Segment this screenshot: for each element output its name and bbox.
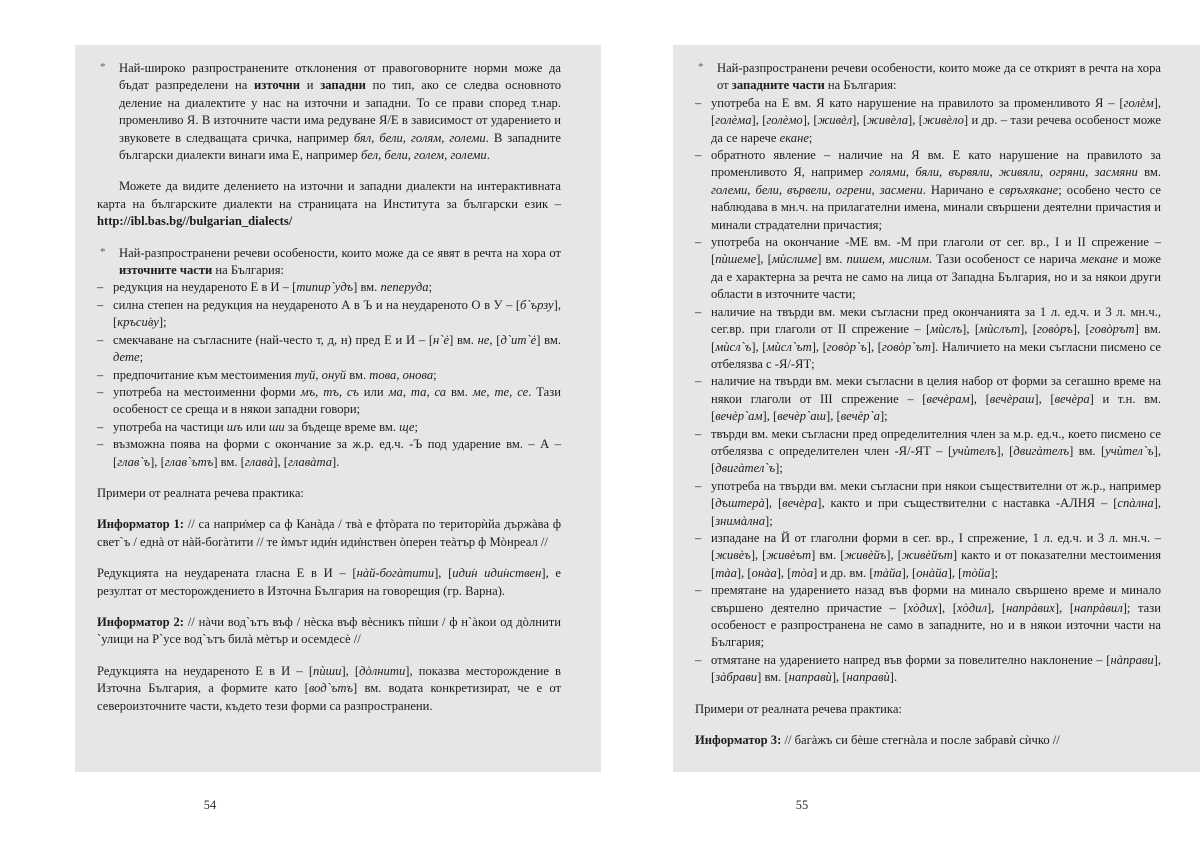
dash-bullet-icon: – [695,235,702,250]
dash-bullet-icon: – [97,332,104,347]
text-run: употреба на местоименни форми [113,384,301,399]
dash-list-item [695,234,1161,304]
italic-run: зàбрави [715,670,758,685]
dash-list-item [695,582,1161,652]
text-run: наличие на твърди вм. меки съгласни в целия набор от форми за сегашно време на някои глаголи от III спрежение – [ [711,374,1161,406]
text-run: ], [ [831,670,847,685]
bold-run: източни [254,78,300,93]
text-run: твърди вм. меки съгласни пред определителния член за м.р. ед.ч., което писмено се отбелязва с определителен член -Я/-ЯТ – [ [711,426,1161,458]
text-run: . В западните български диалекти винаги има Е, например [119,130,562,163]
text-run: употреба на Е вм. Я като нарушение на правилото за променливото Я – [ [711,95,1124,110]
dash-bullet-icon: – [695,304,702,319]
bold-run: западните части [731,78,825,93]
text-run: ], [ [756,252,772,267]
italic-run: двигàтелъ [1013,443,1070,458]
text-run: или [358,384,389,399]
italic-run: говòръ [1036,322,1073,337]
dash-bullet-icon: – [97,419,104,434]
text-run: ], [ [826,409,841,424]
text-run: ], [ [711,95,1161,128]
text-run: ], [ [736,565,752,580]
bullet-item-text [717,61,1161,92]
italic-run: дете [113,350,140,365]
bullet-item-text [119,61,561,162]
dash-list-item [97,297,561,332]
italic-run: бел, бели, голем, големи [360,148,487,163]
text-run: Най-широко разпространените отклонения от правоговорните норми може да бъдат разпределени на [119,61,561,93]
text-run: ], [ [1034,391,1055,406]
dash-item-text [113,332,561,367]
text-run: ], [ [751,113,767,128]
italic-run: тòа [791,565,814,580]
italic-run: н`ė [433,332,450,347]
text-run: употреба на твърди вм. меки съгласни при някои съществителни от ж.р., например [ [711,478,1161,511]
dash-list-item [695,530,1161,582]
text-run: обратното явление – наличие на Я вм. Е като нарушение на правилото за променливото Я, например [711,148,1161,180]
text-run: ] както и от показателни местоимения [ [711,548,1162,580]
italic-run: говòр`ът [881,339,931,354]
italic-run: глав`ъ [117,454,151,469]
italic-run: свръхякане [999,182,1059,197]
italic-run: това, онова [369,367,434,382]
italic-run: ще [399,419,415,434]
dash-list-item [695,373,1161,425]
italic-run: шъ [226,419,243,434]
italic-run: мѝсл`ът [766,339,812,354]
text-run: ], е резултат от месторождението в Източна България на говорещия (гр. Варна). [97,566,561,598]
dash-item-text [113,367,561,384]
italic-run: пеперуда [380,280,429,295]
text-run: // багàжъ си бèше стегнàла и после забравѝ сѝчко // [781,733,1060,748]
page-right [673,45,1200,772]
dash-bullet-icon: – [695,95,702,110]
paragraph [695,732,1161,749]
text-run: вм. [446,384,473,399]
bold-run: Информатор 2: [97,614,184,629]
asterisk-bullet-icon: * [100,61,106,73]
italic-run: ма, та, са [388,384,447,399]
italic-run: говòрът [1089,322,1135,337]
text-run: ], [ [1020,322,1037,337]
text-run: ] вм. [ [1069,443,1106,458]
italic-run: голèмо [766,113,803,128]
text-run: ], [ [764,496,783,511]
text-run: ]. Наличието на меки съгласни писмено се отбелязва с -Я/-ЯТ; [711,339,1161,371]
italic-run: живèйъ [844,548,887,563]
italic-run: пишем, мислим [846,252,929,267]
italic-run: ме, те, се [472,384,529,399]
dash-list-item [97,367,561,384]
italic-run: тàйа [873,565,902,580]
bullet-list-item [97,60,561,164]
paragraph [695,701,1161,718]
bullet-item-text [119,246,561,277]
text-run: ], [ [711,496,1161,528]
italic-run: спàлна [1117,496,1154,511]
text-run: ], [ [996,443,1014,458]
text-run: силна степен на редукция на неудареното А в Ъ и на неудареното О в У – [ [113,297,521,312]
text-run: ; [139,350,144,365]
text-run: Най-разпространени речеви особености, които може да се открият в речта на хора от [717,61,1161,93]
italic-run: нàправи [1110,652,1154,667]
bold-run: http://ibl.bas.bg//bulgarian_dialects/ [97,214,293,229]
text-run: за бъдеще време вм. [284,419,400,434]
dash-list-item [695,426,1161,478]
dash-bullet-icon: – [695,530,702,545]
text-run: ], [ [751,339,767,354]
text-run: ], [ [852,113,868,128]
paragraph [97,614,561,649]
italic-run: кръси̇ву [117,315,159,330]
text-run: по тип, ако се следва основното деление на диалектите у нас на източни и западни. То се прави според т.нар. променливо Я. В източните части има редуване Я/Е в зависимост от ударението и звуковете в следващата сричка, например [119,78,561,145]
text-run: ], [ [802,113,818,128]
dash-list-item [97,279,561,296]
text-run: ], [ [962,322,980,337]
italic-run: учѝтел`ъ [1105,443,1154,458]
italic-run: голями, бяли, вървяли, живяли, огряни, засмяни [869,165,1138,180]
italic-run: дòлнити [359,663,406,678]
text-run: ], [ [1054,600,1075,615]
paragraph [97,516,561,551]
italic-run: напрaвѝ [846,670,890,685]
text-run: наличие на твърди вм. меки съгласни пред окончанията за 1 л. ед.ч. и 3 л. мн.ч., сег.вр. при глаголи от II спрежение – [ [711,304,1161,337]
italic-run: мѝслът [979,322,1021,337]
italic-run: мекане [1080,252,1118,267]
text-run: ; [428,280,433,295]
dash-item-text [711,652,1161,687]
text-run: ], [ [341,663,360,678]
text-run: Редукцията на неудареното Е в И – [ [97,663,314,678]
dash-item-text [711,234,1161,304]
italic-run: мѝслиме [771,252,818,267]
bold-run: Информатор 3: [695,733,782,748]
italic-run: екане [779,130,809,145]
text-run: вм. [346,367,370,382]
italic-run: напрaвѝ [788,670,832,685]
text-run: ] вм. [ [213,454,245,469]
italic-run: бял, бели, голям, големи [353,130,486,145]
italic-run: напрàвих [1006,600,1055,615]
bold-run: източните части [119,263,213,278]
italic-run: не [477,332,490,347]
italic-run: знимàлна [715,513,766,528]
text-run: ], [ [762,409,778,424]
text-run: ], [ [273,454,288,469]
paragraph [97,663,561,715]
italic-run: хòдих [907,600,938,615]
dash-item-text [711,304,1161,374]
page-right-text-column [695,60,1161,749]
page-number-left: 54 [203,798,217,812]
text-run: ], [ [937,600,957,615]
italic-run: мъ, тъ, съ [300,384,359,399]
dash-bullet-icon: – [695,426,702,441]
italic-run: пѝши [313,663,342,678]
bold-run: Информатор 1: [97,517,184,532]
italic-run: тàа [715,565,737,580]
text-run: ], [ [150,454,165,469]
text-run: . Тази особеност се среща и в някои западни говори; [113,384,561,417]
dash-item-text [113,279,561,296]
italic-run: пѝшеме [715,252,757,267]
paragraph [97,565,561,600]
italic-run: ши [268,419,285,434]
dash-item-text [113,436,561,471]
text-run: ], [ [986,600,1007,615]
italic-run: д`ит`ė [500,332,537,347]
dash-list-item [97,419,561,436]
text-run: предпочитание към местоимения [113,367,295,382]
text-run: ]; [158,315,167,330]
text-run: ] вм. [ [711,322,1161,354]
text-run: ], [ [750,548,767,563]
italic-run: напрàвил [1074,600,1123,615]
text-run: ], [ [711,443,1161,476]
text-run: изпадане на Й от глаголни форми в сег. вр., I спрежение, 1 л. ед.ч. и 3 л. мн.ч. – [ [711,530,1161,563]
italic-run: онàа [751,565,777,580]
italic-run: голèм [1123,95,1154,110]
text-run: ]. [332,454,340,469]
italic-run: типир`удъ [296,280,354,295]
text-run: ] вм. [449,332,478,347]
italic-run: вечèра [782,496,818,511]
italic-run: големи, бели, вървели, огрени, засмени [711,182,923,197]
text-run: Примери от реалната речева практика: [97,485,304,500]
text-run: ], [ [969,391,990,406]
dash-bullet-icon: – [97,280,104,295]
text-run: ] вм. водата конкретизират, че е от североизточните части, където тези форми са разпространени. [97,681,561,713]
page-number-right: 55 [795,798,809,812]
text-run: или [242,419,269,434]
dash-list-item [97,436,561,471]
italic-run: туй, онуй [294,367,347,382]
dash-item-text [711,582,1161,652]
text-run: Редукцията на неударената гласна Е в И – [ [97,566,357,581]
text-run: премятане на ударението назад във форми на минало свършено време и минало свършено деятелно причастие – [ [711,583,1161,615]
dash-bullet-icon: – [695,583,702,598]
italic-run: тòйа [962,565,991,580]
text-run: ] и др. вм. [ [813,565,874,580]
italic-run: глав`ътъ [164,454,214,469]
dash-list-item [695,478,1161,530]
text-run: , [ [489,332,501,347]
dash-item-text [711,95,1161,147]
italic-run: живèйът [901,548,953,563]
bullet-list-item [97,245,561,280]
dash-bullet-icon: – [695,478,702,493]
italic-run: живèла [867,113,909,128]
dash-bullet-icon: – [97,367,104,382]
text-run: . Наричано е [922,182,1000,197]
italic-run: дъштерà [715,496,765,511]
italic-run: живèло [922,113,964,128]
dash-bullet-icon: – [97,437,104,452]
text-run: ]; [775,461,783,476]
asterisk-bullet-icon: * [100,245,106,258]
italic-run: живèл [817,113,853,128]
text-run: ], както и при съществителни с наставка -АЛНЯ – [ [817,496,1118,511]
dash-list-item [97,332,561,367]
italic-run: хòдил [956,600,987,615]
bold-run: западни [320,78,366,93]
text-run: // нàчи вод`ътъ въф / нèска въф вèсникъ пѝши / ф н`àкои од дòлнити `улици на Р`усе вод`ътъ билà мèтър и осемдесè // [97,614,561,647]
italic-run: мѝслъ [930,322,963,337]
asterisk-bullet-icon: * [698,61,704,73]
text-run: ; [433,367,437,382]
dash-bullet-icon: – [695,148,702,163]
dash-item-text [711,373,1161,425]
dash-list-item [97,384,561,419]
dash-list-item [695,95,1161,147]
italic-run: вод`ътъ [308,681,354,696]
italic-run: вечèр`ам [715,409,763,424]
text-run: Можете да видите делението на източни и западни диалекти на интерактивната карта на българските диалекти на страницата на Института за български език – [97,179,561,211]
text-run: ], [ [886,548,902,563]
text-run: Най-разпространени речеви особености, които може да се явят в речта на хора от [119,245,561,260]
dash-item-text [711,147,1161,234]
text-run: ], показва месторождение в Източна България, а формите като [ [97,663,562,696]
paragraph [97,178,561,230]
italic-run: мѝсл`ъ [715,339,752,354]
dash-bullet-icon: – [97,297,104,312]
italic-run: живèът [766,548,812,563]
italic-run: вечèр`аш [777,409,827,424]
italic-run: б`ързу [520,297,554,312]
italic-run: главà [244,454,274,469]
paragraph [97,485,561,502]
text-run: ; [414,419,419,434]
text-run: смекчаване на съгласните (най-често т, д, н) пред Е и И – [ [113,332,434,347]
italic-run: голèма [715,113,752,128]
text-run: и може да е характерна за речта не само на лица от Западна България, но и за някои други области в източните части; [711,252,1161,302]
text-run: ]; [879,409,888,424]
dash-bullet-icon: – [695,374,702,389]
dash-list-item [695,304,1161,374]
italic-run: вечèрам [926,391,970,406]
italic-run: двигàтел`ъ [715,461,776,476]
dash-item-text [711,478,1161,530]
dash-bullet-icon: – [97,384,104,399]
page-left [75,45,601,772]
text-run: . Тази особеност се нарича [928,252,1081,267]
text-run: ; особено често се наблюдава в мн.ч. на прилагателни имена, минали свършени деятелни причастия и минали страдателни причастия; [711,182,1161,232]
text-run: ], [ [1072,322,1090,337]
italic-run: иди̇н иди̇нствен [452,566,542,581]
text-run: ], [ [776,565,792,580]
text-run: Примери от реалната речева практика: [695,701,902,716]
text-run: на България: [212,263,285,278]
text-run: ] вм. [536,332,561,347]
dash-item-text [113,419,561,436]
italic-run: нàй-богàтити [356,566,435,581]
italic-run: главàта [288,454,332,469]
dash-list-item [695,147,1161,234]
italic-run: живèъ [715,548,751,563]
text-run: ] вм. [ [811,548,845,563]
text-run: употреба на окончание -МЕ вм. -М при глаголи от сег. вр., I и II спрежение – [ [711,235,1161,267]
italic-run: вечèр`а [840,409,880,424]
text-run: ]; тази особеност е разпространена не само в западните, но и в някои източни части на България; [711,600,1161,650]
text-run: . [486,148,490,163]
text-run: възможна поява на форми с окончание за ж.р. ед.ч. -Ъ под ударение вм. – А – [ [113,437,561,469]
text-run: редукция на неудареното Е в И – [ [113,280,297,295]
text-run: ], [ [866,339,882,354]
dash-list-item [695,652,1161,687]
text-run: ], [ [947,565,963,580]
text-run: и [299,78,321,93]
italic-run: говòр`ъ [826,339,867,354]
page-left-text-column [97,60,561,715]
text-run: ], [ [811,339,827,354]
italic-run: вечèра [1054,391,1090,406]
text-run: ] вм. [ [757,670,789,685]
text-run: ]; [990,565,999,580]
text-run: // са напри̇мер са ф Канàда / твà е фтòрата по територѝйа държàва ф свет`ъ / еднà от нàй-богàтити // те ѝмът иди̇н иди̇нствен òперен теàтър ф Мòнреал // [97,517,561,549]
text-run: ], [ [908,113,923,128]
text-run: ], [ [113,297,561,330]
text-run: вм. [1137,165,1161,180]
italic-run: учѝтелъ [952,443,997,458]
dash-item-text [113,297,561,332]
dash-item-text [711,530,1161,582]
dash-bullet-icon: – [695,652,702,667]
italic-run: онàйа [916,565,948,580]
text-run: ] вм. [353,280,381,295]
text-run: отмятане на ударението напред във форми за повелително наклонение – [ [711,652,1111,667]
italic-run: вечèраш [989,391,1035,406]
text-run: ] и др. – тази речева особеност може да се нарече [711,113,1162,145]
text-run: ]. [889,670,898,685]
bullet-list-item [695,60,1161,95]
text-run: ]; [765,513,773,528]
text-run: ], [ [434,566,453,581]
text-run: на България: [824,78,897,93]
dash-item-text [113,384,561,419]
text-run: употреба на частици [113,419,227,434]
text-run: ; [808,130,813,145]
text-run: ], [ [901,565,917,580]
text-run: ] и т.н. вм. [ [711,391,1161,424]
text-run: ] вм. [817,252,847,267]
dash-item-text [711,426,1161,478]
text-run: ], [ [711,652,1161,685]
